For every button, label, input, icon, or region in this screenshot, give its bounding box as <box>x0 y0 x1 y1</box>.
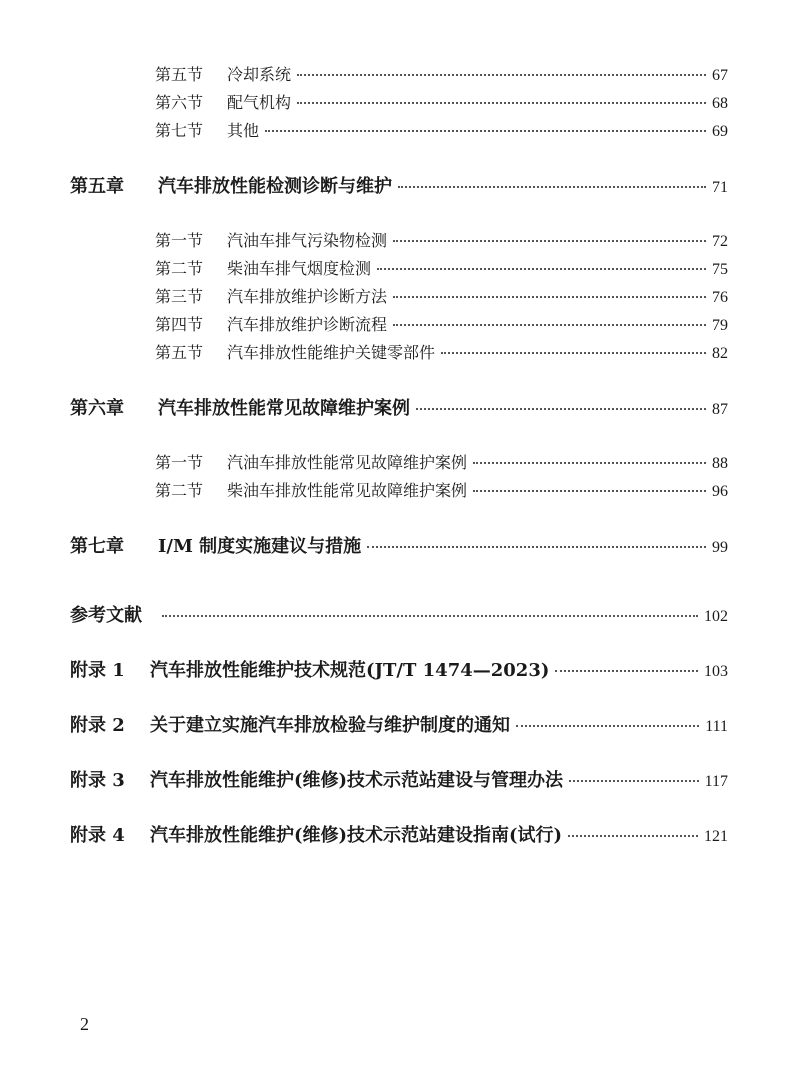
page-ref: 102 <box>704 608 728 625</box>
section-label: 第一节 <box>155 453 204 472</box>
page-ref: 96 <box>712 483 728 500</box>
toc-entry <box>155 284 728 307</box>
page-ref: 71 <box>712 179 728 196</box>
appendix-title: 汽车排放性能维护技术规范(JT/T 1474—2023) <box>150 660 550 681</box>
appendix-title: 关于建立实施汽车排放检验与维护制度的通知 <box>150 715 510 736</box>
page-ref: 68 <box>712 95 728 112</box>
toc-entry <box>155 118 728 141</box>
section-label: 第二节 <box>155 259 204 278</box>
dot-leader <box>516 725 699 727</box>
dot-leader <box>555 670 698 672</box>
toc-entry <box>155 312 728 335</box>
section-title: 其他 <box>227 121 260 140</box>
dot-leader <box>265 130 706 132</box>
chapter-entry <box>70 532 728 558</box>
toc-entry <box>155 256 728 279</box>
page-ref: 69 <box>712 123 728 140</box>
toc-entry <box>155 450 728 473</box>
section-label: 第一节 <box>155 231 204 250</box>
toc-entry <box>155 478 728 501</box>
appendix-entry <box>70 766 728 792</box>
appendix-label: 附录 1 <box>70 660 125 681</box>
section-title: 汽车排放维护诊断方法 <box>227 287 388 306</box>
dot-leader <box>162 615 698 617</box>
page-ref: 76 <box>712 289 728 306</box>
page-number: 2 <box>80 1014 89 1034</box>
section-title: 汽油车排放性能常见故障维护案例 <box>227 453 468 472</box>
chapter-title: I/M 制度实施建议与措施 <box>158 536 362 557</box>
toc-entry <box>155 340 728 363</box>
section-label: 第四节 <box>155 315 204 334</box>
page-ref: 103 <box>704 663 728 680</box>
dot-leader <box>297 74 706 76</box>
section-title: 汽油车排气污染物检测 <box>227 231 388 250</box>
chapter-entry <box>70 394 728 420</box>
section-label: 第七节 <box>155 121 204 140</box>
dot-leader <box>393 240 706 242</box>
dot-leader <box>367 546 706 548</box>
page-ref: 88 <box>712 455 728 472</box>
dot-leader <box>568 835 698 837</box>
references-entry <box>70 601 728 627</box>
section-label: 第二节 <box>155 481 204 500</box>
page-ref: 99 <box>712 539 728 556</box>
toc-entry <box>155 228 728 251</box>
section-title: 柴油车排气烟度检测 <box>227 259 372 278</box>
section-title: 汽车排放性能维护关键零部件 <box>227 343 436 362</box>
toc-entry <box>155 62 728 85</box>
appendix-entry <box>70 656 728 682</box>
section-label: 第五节 <box>155 343 204 362</box>
page-ref: 67 <box>712 67 728 84</box>
page-ref: 75 <box>712 261 728 278</box>
dot-leader <box>393 296 706 298</box>
appendix-label: 附录 2 <box>70 715 125 736</box>
dot-leader <box>569 780 699 782</box>
section-label: 第五节 <box>155 65 204 84</box>
appendix-title: 汽车排放性能维护(维修)技术示范站建设指南(试行) <box>150 825 563 846</box>
appendix-label: 附录 3 <box>70 770 125 791</box>
chapter-label: 第五章 <box>70 176 124 197</box>
page-ref: 72 <box>712 233 728 250</box>
section-label: 第三节 <box>155 287 204 306</box>
page-ref: 87 <box>712 401 728 418</box>
page-ref: 79 <box>712 317 728 334</box>
references-label: 参考文献 <box>70 605 142 626</box>
dot-leader <box>398 186 706 188</box>
appendix-entry <box>70 821 728 847</box>
chapter-label: 第六章 <box>70 398 124 419</box>
dot-leader <box>473 462 706 464</box>
section-title: 配气机构 <box>227 93 292 112</box>
section-label: 第六节 <box>155 93 204 112</box>
dot-leader <box>297 102 706 104</box>
dot-leader <box>441 352 706 354</box>
page-ref: 111 <box>705 718 728 735</box>
appendix-title: 汽车排放性能维护(维修)技术示范站建设与管理办法 <box>150 770 564 791</box>
section-title: 汽车排放维护诊断流程 <box>227 315 388 334</box>
dot-leader <box>377 268 706 270</box>
page-ref: 82 <box>712 345 728 362</box>
dot-leader <box>416 408 706 410</box>
section-title: 柴油车排放性能常见故障维护案例 <box>227 481 468 500</box>
chapter-title: 汽车排放性能常见故障维护案例 <box>158 398 410 419</box>
appendix-entry <box>70 711 728 737</box>
dot-leader <box>393 324 706 326</box>
page-ref: 121 <box>704 828 728 845</box>
page-ref: 117 <box>704 773 728 790</box>
appendix-label: 附录 4 <box>70 825 125 846</box>
dot-leader <box>473 490 706 492</box>
chapter-title: 汽车排放性能检测诊断与维护 <box>158 176 392 197</box>
chapter-label: 第七章 <box>70 536 124 557</box>
chapter-entry <box>70 172 728 198</box>
section-title: 冷却系统 <box>227 65 292 84</box>
toc-entry <box>155 90 728 113</box>
